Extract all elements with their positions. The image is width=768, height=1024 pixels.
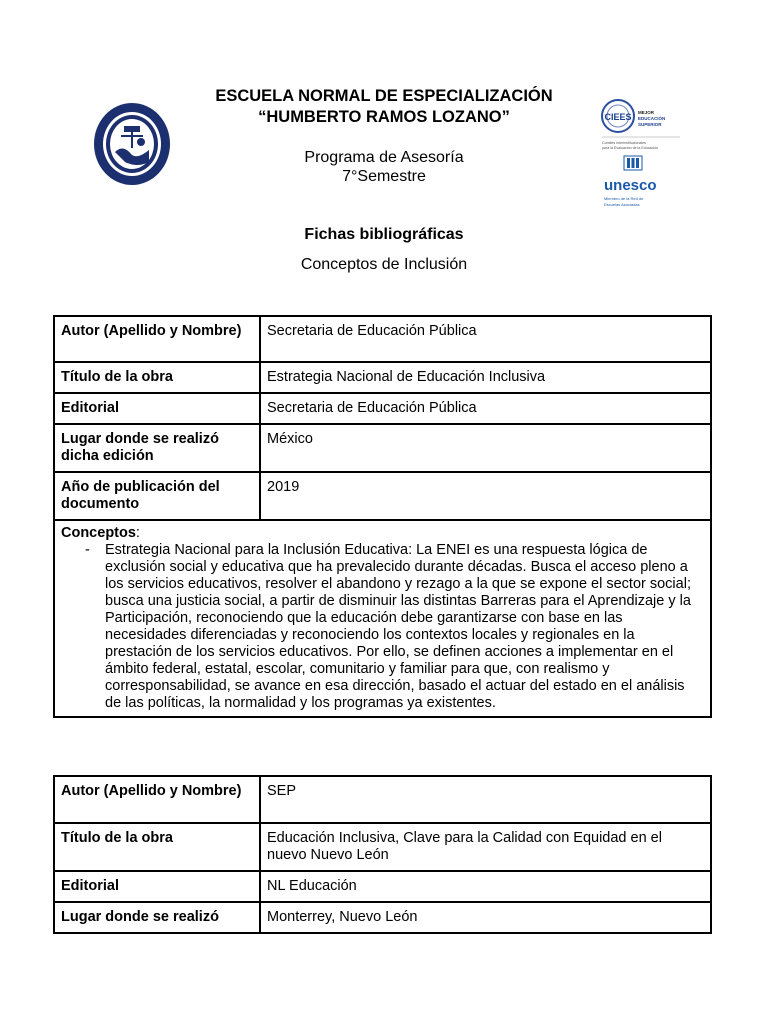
school-name-line1: ESCUELA NORMAL DE ESPECIALIZACIÓN — [215, 87, 553, 105]
svg-text:Escuelas Asociadas: Escuelas Asociadas — [604, 202, 640, 207]
ciees-text: CIEES — [604, 112, 632, 122]
concepts-label: Conceptos — [61, 525, 136, 541]
row-label: Año de publicación del documento — [54, 472, 260, 520]
list-item: - Estrategia Nacional para la Inclusión Educativa: La ENEI es una respuesta lógica de exclusión social y educativa que ha prevalecido durante décadas. Busca el acceso pleno a los servicios educativos, resolver el abandono y rezago a la que se expone el sector social; busca una justicia social, a partir de disminuir las distintas Barreras para el Aprendizaje y la Participación, reconociendo que la educación debe garantizarse con base en las necesidades diferenciadas y reconociendo los contextos locales y regionales en la prestación de los servicios educativos. Por ello, se definen acciones a implementar en el ámbito federal, estatal, escolar, comunitario y familiar para que, con realismo y corresponsabilidad, se avance en esa dirección, basado el actuar del estado en el análisis de las políticas, la normalidad y los programas ya existentes. — [105, 542, 704, 712]
row-value: 2019 — [260, 472, 711, 520]
row-value: Secretaria de Educación Pública — [260, 393, 711, 424]
table-row — [54, 823, 711, 871]
svg-text:MEJOR: MEJOR — [638, 110, 655, 115]
table-row — [54, 776, 711, 823]
school-name-line2: “HUMBERTO RAMOS LOZANO” — [258, 108, 510, 126]
program-name: Programa de Asesoría — [304, 149, 464, 166]
row-value: Estrategia Nacional de Educación Inclusiva — [260, 362, 711, 393]
document-subtitle: Conceptos de Inclusión — [300, 256, 468, 273]
table-row — [54, 472, 711, 520]
table-row — [54, 393, 711, 424]
concepts-list — [61, 542, 704, 712]
concepts-colon: : — [135, 525, 140, 541]
concepts-cell — [54, 520, 711, 717]
svg-text:EDUCACIÓN: EDUCACIÓN — [638, 116, 666, 121]
row-value: México — [260, 424, 711, 472]
table-row — [54, 871, 711, 902]
table-row — [54, 424, 711, 472]
table-row — [54, 362, 711, 393]
row-value: Educación Inclusiva, Clave para la Calidad con Equidad en el nuevo Nuevo León — [260, 823, 711, 871]
svg-text:para la Evaluación de la Educa: para la Evaluación de la Educación — [602, 146, 659, 150]
ciees-unesco-logos — [600, 98, 682, 224]
school-seal-logo — [93, 102, 171, 186]
document-title: Fichas bibliográficas — [304, 226, 464, 243]
svg-text:SUPERIOR: SUPERIOR — [638, 122, 662, 127]
row-label: Editorial — [54, 871, 260, 902]
table-row — [54, 902, 711, 933]
row-value: SEP — [260, 776, 711, 823]
unesco-text: unesco — [604, 177, 657, 194]
row-label: Lugar donde se realizó dicha edición — [54, 424, 260, 472]
row-value: NL Educación — [260, 871, 711, 902]
svg-text:Miembro de la Red de: Miembro de la Red de — [604, 196, 644, 201]
svg-text:Comités Interinstitucionales: Comités Interinstitucionales — [602, 141, 646, 145]
row-label: Autor (Apellido y Nombre) — [54, 776, 260, 823]
table-row — [54, 316, 711, 362]
concepts-row — [54, 520, 711, 717]
row-label: Título de la obra — [54, 362, 260, 393]
bibliographic-card-2 — [53, 775, 712, 934]
row-label: Autor (Apellido y Nombre) — [54, 316, 260, 362]
row-value: Secretaria de Educación Pública — [260, 316, 711, 362]
row-label: Título de la obra — [54, 823, 260, 871]
row-label: Lugar donde se realizó — [54, 902, 260, 933]
semester: 7°Semestre — [342, 168, 426, 185]
bibliographic-card-1 — [53, 315, 712, 718]
row-label: Editorial — [54, 393, 260, 424]
row-value: Monterrey, Nuevo León — [260, 902, 711, 933]
